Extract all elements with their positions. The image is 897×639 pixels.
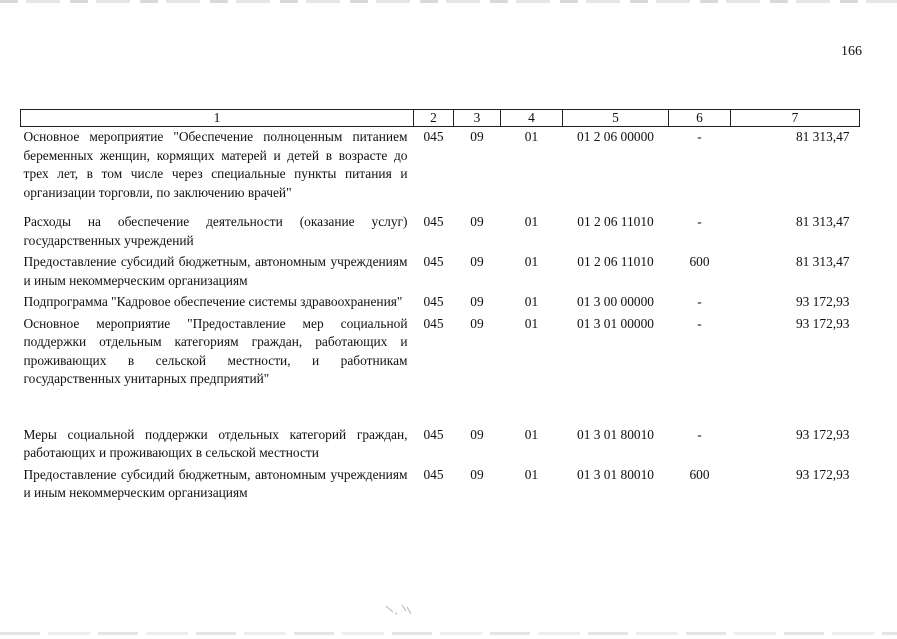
row-section: 09 — [470, 466, 484, 482]
row-expense-type: - — [697, 294, 702, 309]
row-target-article: 01 3 01 80010 — [577, 426, 654, 442]
row-subsection: 01 — [524, 315, 539, 331]
row-section: 09 — [470, 254, 484, 269]
header-col-5: 5 — [563, 110, 669, 127]
row-amount: 81 313,47 — [795, 214, 850, 229]
table-row — [21, 425, 860, 465]
row-target-article: 01 2 06 00000 — [577, 129, 654, 144]
row-subsection: 01 — [524, 129, 539, 144]
row-amount: 81 313,47 — [795, 254, 850, 269]
row-amount: 93 172,93 — [795, 294, 850, 309]
row-expense-type: - — [697, 214, 702, 229]
row-admin-code: 045 — [423, 129, 444, 144]
row-name: Предоставление субсидий бюджетным, автономным учреждениям и иным некоммерческим организациям — [23, 466, 408, 500]
row-section: 09 — [470, 315, 484, 331]
row-subsection: 01 — [524, 214, 539, 229]
row-expense-type: - — [697, 315, 702, 331]
budget-table — [20, 109, 860, 505]
header-col-4: 4 — [501, 110, 563, 127]
header-col-6: 6 — [669, 110, 731, 127]
row-target-article: 01 3 00 00000 — [577, 294, 654, 309]
row-admin-code: 045 — [423, 466, 444, 482]
row-section: 09 — [470, 294, 484, 309]
row-target-article: 01 3 01 00000 — [577, 315, 654, 331]
row-target-article: 01 2 06 11010 — [577, 214, 654, 229]
row-admin-code: 045 — [423, 426, 444, 442]
header-col-3: 3 — [454, 110, 501, 127]
row-subsection: 01 — [524, 254, 539, 269]
row-section: 09 — [470, 426, 484, 442]
row-name: Основное мероприятие "Предоставление мер социальной поддержки отдельным категориям граждан, работающих и проживающих в сельской местности, и работникам государственных унитарных предприятий" — [23, 315, 408, 386]
header-col-7: 7 — [731, 110, 860, 127]
row-admin-code: 045 — [423, 294, 444, 309]
table-row — [21, 314, 860, 425]
row-name: Подпрограмма "Кадровое обеспечение системы здравоохранения" — [23, 294, 403, 309]
row-section: 09 — [470, 129, 484, 144]
row-expense-type: - — [697, 426, 702, 442]
row-subsection: 01 — [524, 294, 539, 309]
header-col-1: 1 — [21, 110, 414, 127]
row-name: Меры социальной поддержки отдельных категорий граждан, работающих и проживающих в сельской местности — [23, 426, 408, 460]
scan-artifact-mark — [384, 603, 414, 617]
row-name: Основное мероприятие "Обеспечение полноценным питанием беременных женщин, кормящих матерей и детей в возрасте до трех лет, в том числе через специальные пункты питания и организации торговли, по заключению врачей" — [23, 129, 408, 200]
row-amount: 93 172,93 — [795, 315, 850, 331]
table-row — [21, 465, 860, 505]
row-expense-type: 600 — [689, 466, 710, 482]
scan-edge-bottom — [0, 632, 897, 635]
row-amount: 93 172,93 — [795, 466, 850, 482]
table-row — [21, 252, 860, 292]
row-expense-type: - — [697, 129, 702, 144]
row-target-article: 01 2 06 11010 — [577, 254, 654, 269]
row-admin-code: 045 — [423, 315, 444, 331]
table-row — [21, 292, 860, 314]
row-name: Расходы на обеспечение деятельности (оказание услуг) государственных учреждений — [23, 214, 408, 248]
row-amount: 93 172,93 — [795, 426, 850, 442]
row-section: 09 — [470, 214, 484, 229]
row-target-article: 01 3 01 80010 — [577, 466, 654, 482]
table-header-row — [21, 110, 860, 127]
row-subsection: 01 — [524, 426, 539, 442]
row-expense-type: 600 — [689, 254, 710, 269]
header-col-2: 2 — [414, 110, 454, 127]
table-row — [21, 204, 860, 252]
row-subsection: 01 — [524, 466, 539, 482]
row-amount: 81 313,47 — [795, 129, 850, 144]
row-name: Предоставление субсидий бюджетным, автономным учреждениям и иным некоммерческим организациям — [23, 254, 408, 288]
row-admin-code: 045 — [423, 254, 444, 269]
table-row — [21, 127, 860, 205]
row-admin-code: 045 — [423, 214, 444, 229]
scan-edge-top — [0, 0, 897, 3]
page-number: 166 — [841, 44, 862, 59]
